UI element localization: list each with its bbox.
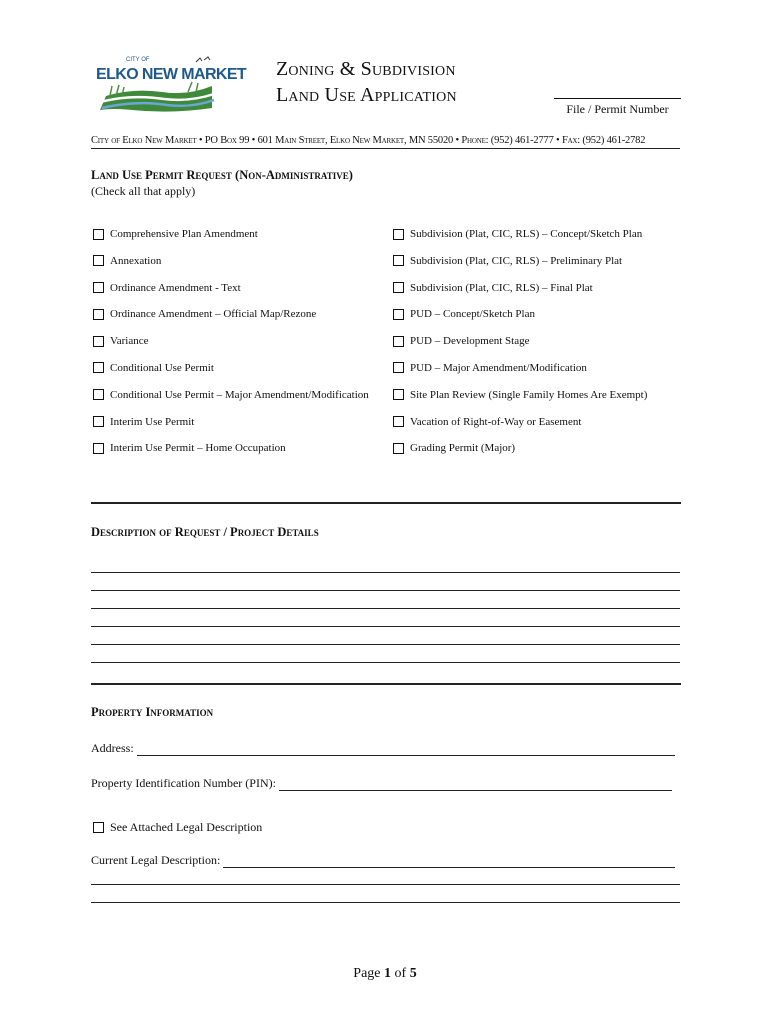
option-label: Ordinance Amendment - Text [110, 281, 241, 294]
pin-input[interactable] [279, 780, 672, 791]
option-pud-development[interactable] [393, 333, 647, 349]
description-title: Description of Request / Project Details [91, 525, 319, 539]
page-current: 1 [384, 966, 392, 981]
option-label: Subdivision (Plat, CIC, RLS) – Preliminary Plat [410, 254, 623, 267]
option-label: Annexation [110, 254, 162, 267]
checkbox[interactable] [93, 389, 104, 400]
form-title [276, 56, 457, 108]
section-divider [91, 683, 681, 685]
checkbox[interactable] [393, 255, 404, 266]
pin-field[interactable] [91, 776, 672, 791]
description-line[interactable] [91, 608, 680, 609]
title-line-1: Zoning & Subdivision [276, 58, 456, 80]
option-label: PUD – Development Stage [410, 335, 530, 348]
page-number [0, 966, 770, 982]
option-ordinance-rezone[interactable] [93, 306, 369, 322]
legal-description-line[interactable] [91, 884, 680, 885]
option-label: PUD – Concept/Sketch Plan [410, 308, 535, 321]
option-label: Site Plan Review (Single Family Homes Are Exempt) [410, 388, 648, 401]
description-line[interactable] [91, 644, 680, 645]
option-subdivision-preliminary[interactable] [393, 253, 647, 269]
header-divider [91, 148, 680, 149]
pin-label: Property Identification Number (PIN): [91, 776, 276, 790]
attached-legal-label: See Attached Legal Description [110, 819, 263, 834]
option-conditional-use-major[interactable] [93, 387, 369, 403]
option-subdivision-concept[interactable] [393, 226, 647, 242]
description-line[interactable] [91, 572, 680, 573]
legal-description-line[interactable] [91, 902, 680, 903]
checkbox[interactable] [93, 309, 104, 320]
right-options-column [393, 226, 647, 456]
option-conditional-use[interactable] [93, 360, 369, 376]
option-variance[interactable] [93, 333, 369, 349]
page-total: 5 [409, 966, 417, 981]
checkbox[interactable] [93, 822, 104, 833]
option-label: Conditional Use Permit – Major Amendment/Modification [110, 388, 369, 401]
attached-legal-option[interactable] [93, 819, 262, 835]
property-title: Property Information [91, 705, 214, 719]
option-comprehensive-plan[interactable] [93, 226, 369, 242]
option-grading[interactable] [393, 440, 647, 456]
checkbox[interactable] [93, 229, 104, 240]
logo-top-text: CITY OF [126, 57, 150, 63]
option-ordinance-text[interactable] [93, 280, 369, 296]
checkbox[interactable] [393, 416, 404, 427]
option-label: Vacation of Right-of-Way or Easement [410, 415, 582, 428]
checkbox[interactable] [93, 362, 104, 373]
checkbox[interactable] [393, 362, 404, 373]
option-label: Grading Permit (Major) [410, 442, 516, 455]
option-subdivision-final[interactable] [393, 280, 647, 296]
checkbox[interactable] [93, 416, 104, 427]
address-label: Address: [91, 741, 134, 755]
option-pud-concept[interactable] [393, 306, 647, 322]
checkbox[interactable] [393, 282, 404, 293]
left-options-column [93, 226, 369, 456]
option-label: Variance [110, 335, 149, 348]
checkbox[interactable] [393, 309, 404, 320]
checkbox[interactable] [93, 282, 104, 293]
option-annexation[interactable] [93, 253, 369, 269]
option-pud-major[interactable] [393, 360, 647, 376]
option-label: Ordinance Amendment – Official Map/Rezone [110, 308, 317, 321]
checkbox[interactable] [93, 255, 104, 266]
logo-name-text: ELKO NEW MARKET [96, 66, 247, 83]
city-address: City of Elko New Market • PO Box 99 • 601 Main Street, Elko New Market, MN 55020 • Phone: (952) 461-2777 • Fax: (952) 461-2782 [91, 135, 646, 146]
page-prefix: Page [353, 966, 381, 981]
option-label: Interim Use Permit [110, 415, 195, 428]
address-field[interactable] [91, 741, 675, 756]
permit-request-subtitle: (Check all that apply) [91, 184, 196, 198]
checkbox[interactable] [393, 443, 404, 454]
option-vacation[interactable] [393, 414, 647, 430]
option-label: PUD – Major Amendment/Modification [410, 361, 587, 374]
option-label: Interim Use Permit – Home Occupation [110, 442, 286, 455]
permit-number-label: File / Permit Number [566, 102, 669, 116]
option-label: Subdivision (Plat, CIC, RLS) – Concept/Sketch Plan [410, 228, 643, 240]
description-line[interactable] [91, 662, 680, 663]
permit-request-title: Land Use Permit Request (Non-Administrative) [91, 168, 353, 182]
checkbox[interactable] [393, 229, 404, 240]
logo-graphic [92, 52, 247, 114]
option-label: Subdivision (Plat, CIC, RLS) – Final Plat [410, 281, 593, 294]
address-input[interactable] [137, 745, 675, 756]
permit-number-field[interactable] [554, 98, 681, 99]
title-line-2: Land Use Application [276, 84, 457, 106]
checkbox[interactable] [93, 336, 104, 347]
section-divider [91, 502, 681, 504]
checkbox[interactable] [393, 389, 404, 400]
option-interim-home[interactable] [93, 440, 369, 456]
description-line[interactable] [91, 590, 680, 591]
option-site-plan[interactable] [393, 387, 647, 403]
page-of: of [394, 966, 407, 981]
checkbox[interactable] [393, 336, 404, 347]
option-label: Comprehensive Plan Amendment [110, 228, 258, 240]
option-label: Conditional Use Permit [110, 361, 214, 374]
description-line[interactable] [91, 626, 680, 627]
legal-description-field[interactable] [91, 853, 675, 868]
option-interim-use[interactable] [93, 414, 369, 430]
legal-description-input[interactable] [223, 857, 675, 868]
checkbox[interactable] [93, 443, 104, 454]
legal-description-label: Current Legal Description: [91, 853, 221, 867]
city-logo [92, 52, 247, 114]
